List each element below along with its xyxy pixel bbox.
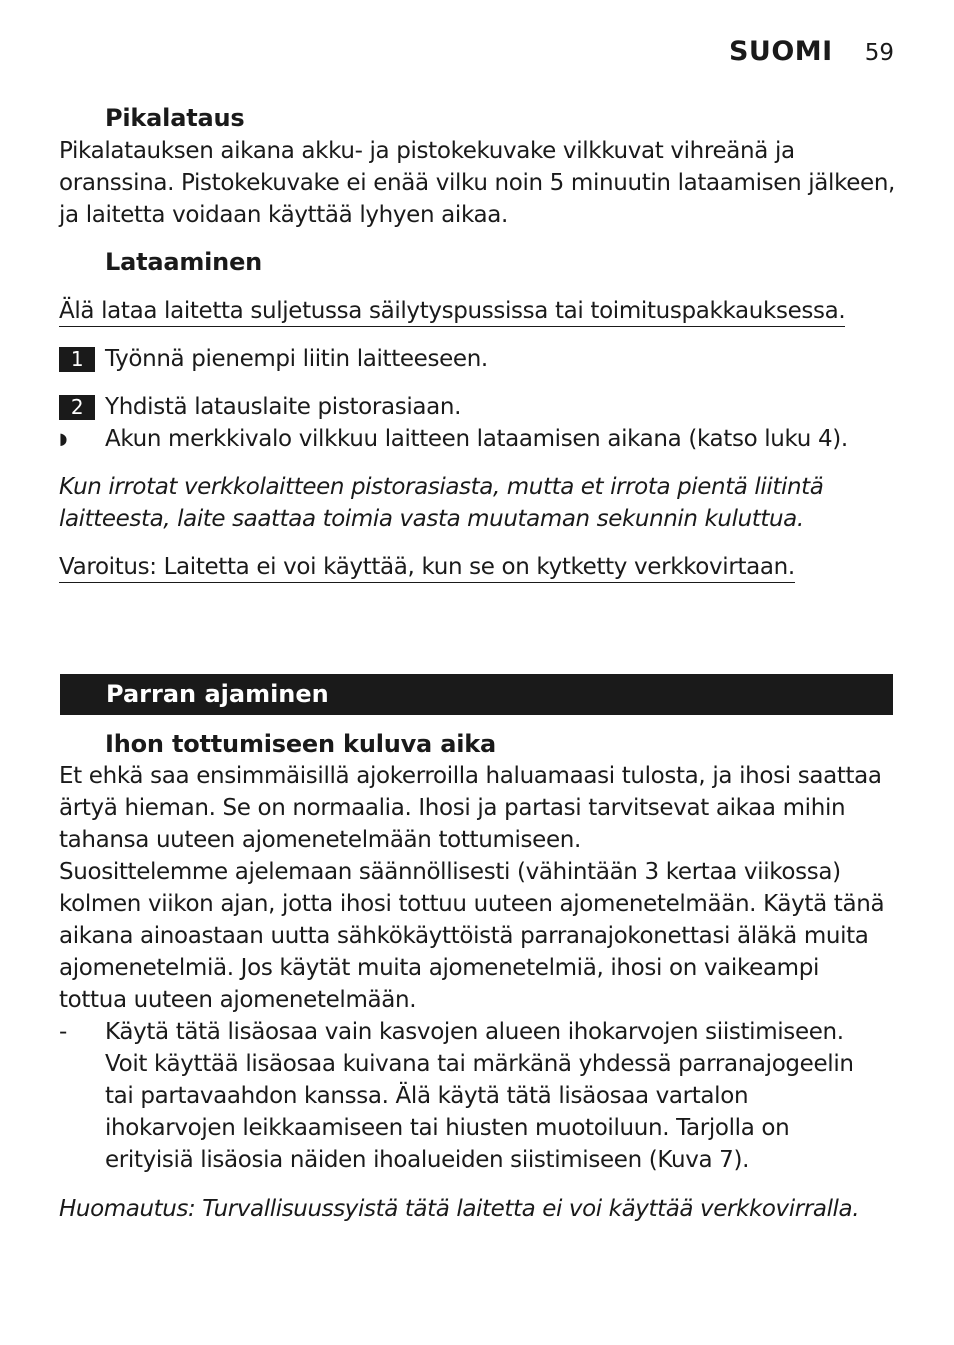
page-header <box>729 36 894 67</box>
heading-ihon-tottumiseen: Ihon tottumiseen kuluva aika <box>105 730 496 758</box>
adaptation-paragraph-1: Et ehkä saa ensimmäisillä ajokerroilla haluamaasi tulosta, ja ihosi saattaa ärtyä hieman. Se on normaalia. Ihosi ja partasi tarvitsevat aikaa mihin tahansa uuteen ajomenetelmään tottumiseen. <box>59 763 882 853</box>
result-arrow-icon: ◗ <box>59 429 68 448</box>
attachment-usage-text: Käytä tätä lisäosaa vain kasvojen alueen ihokarvojen siistimiseen. Voit käyttää lisäosaa kuivana tai märkänä yhdessä parranajogeelin tai partavaahdon kanssa. Älä käytä tätä lisäosaa vartalon ihokarvojen leikkaamiseen tai hiusten muotoiluun. Tarjolla on erityisiä lisäosia näiden ihoalueiden siistimiseen (Kuva 7). <box>105 1019 854 1173</box>
step-2 <box>59 391 899 423</box>
mains-caution-text: Varoitus: Laitetta ei voi käyttää, kun se on kytketty verkkovirtaan. <box>59 552 795 583</box>
language-label: SUOMI <box>728 36 833 67</box>
charging-warning-text: Älä lataa laitetta suljetussa säilytyspussissa tai toimituspakkauksessa. <box>59 296 845 327</box>
step-text: Työnnä pienempi liitin laitteeseen. <box>105 346 488 372</box>
section-title-bar: Parran ajaminen <box>60 674 893 715</box>
mains-caution <box>59 552 939 583</box>
attachment-usage-item <box>59 1016 859 1176</box>
charging-note: Kun irrotat verkkolaitteen pistorasiasta, mutta et irrota pientä liitintä laitteesta, laite saattaa toimia vasta muutaman sekunnin kuluttua. <box>59 474 824 532</box>
dash-bullet: - <box>59 1019 67 1045</box>
pikalataus-paragraph: Pikalatauksen aikana akku- ja pistokekuvake vilkkuvat vihreänä ja oranssina. Pistokekuvake ei enää vilku noin 5 minuutin lataamisen jälkeen, ja laitetta voidaan käyttää lyhyen aikaa. <box>59 138 896 228</box>
safety-footnote: Huomautus: Turvallisuussyistä tätä laitetta ei voi käyttää verkkovirralla. <box>59 1196 860 1222</box>
step-1 <box>59 343 899 375</box>
page-number: 59 <box>864 40 894 66</box>
adaptation-paragraph-2: Suosittelemme ajelemaan säännöllisesti (vähintään 3 kertaa viikossa) kolmen viikon ajan, jotta ihosi tottuu uuteen ajomenetelmään. Käytä tänä aikana ainoastaan uutta sähkökäyttöistä parranajokonettasi äläkä muita ajomenetelmiä. Jos käytät muita ajomenetelmiä, ihosi on vaikeampi tottua uuteen ajomenetelmään. <box>59 859 885 1013</box>
step-number: 1 <box>59 347 95 372</box>
step-result <box>59 423 899 455</box>
step-text: Yhdistä latauslaite pistorasiaan. <box>105 394 462 420</box>
heading-lataaminen: Lataaminen <box>105 248 263 276</box>
step-number: 2 <box>59 395 95 420</box>
result-text: Akun merkkivalo vilkkuu laitteen lataamisen aikana (katso luku 4). <box>105 426 848 452</box>
charging-warning <box>59 296 939 327</box>
heading-pikalataus: Pikalataus <box>105 104 245 132</box>
